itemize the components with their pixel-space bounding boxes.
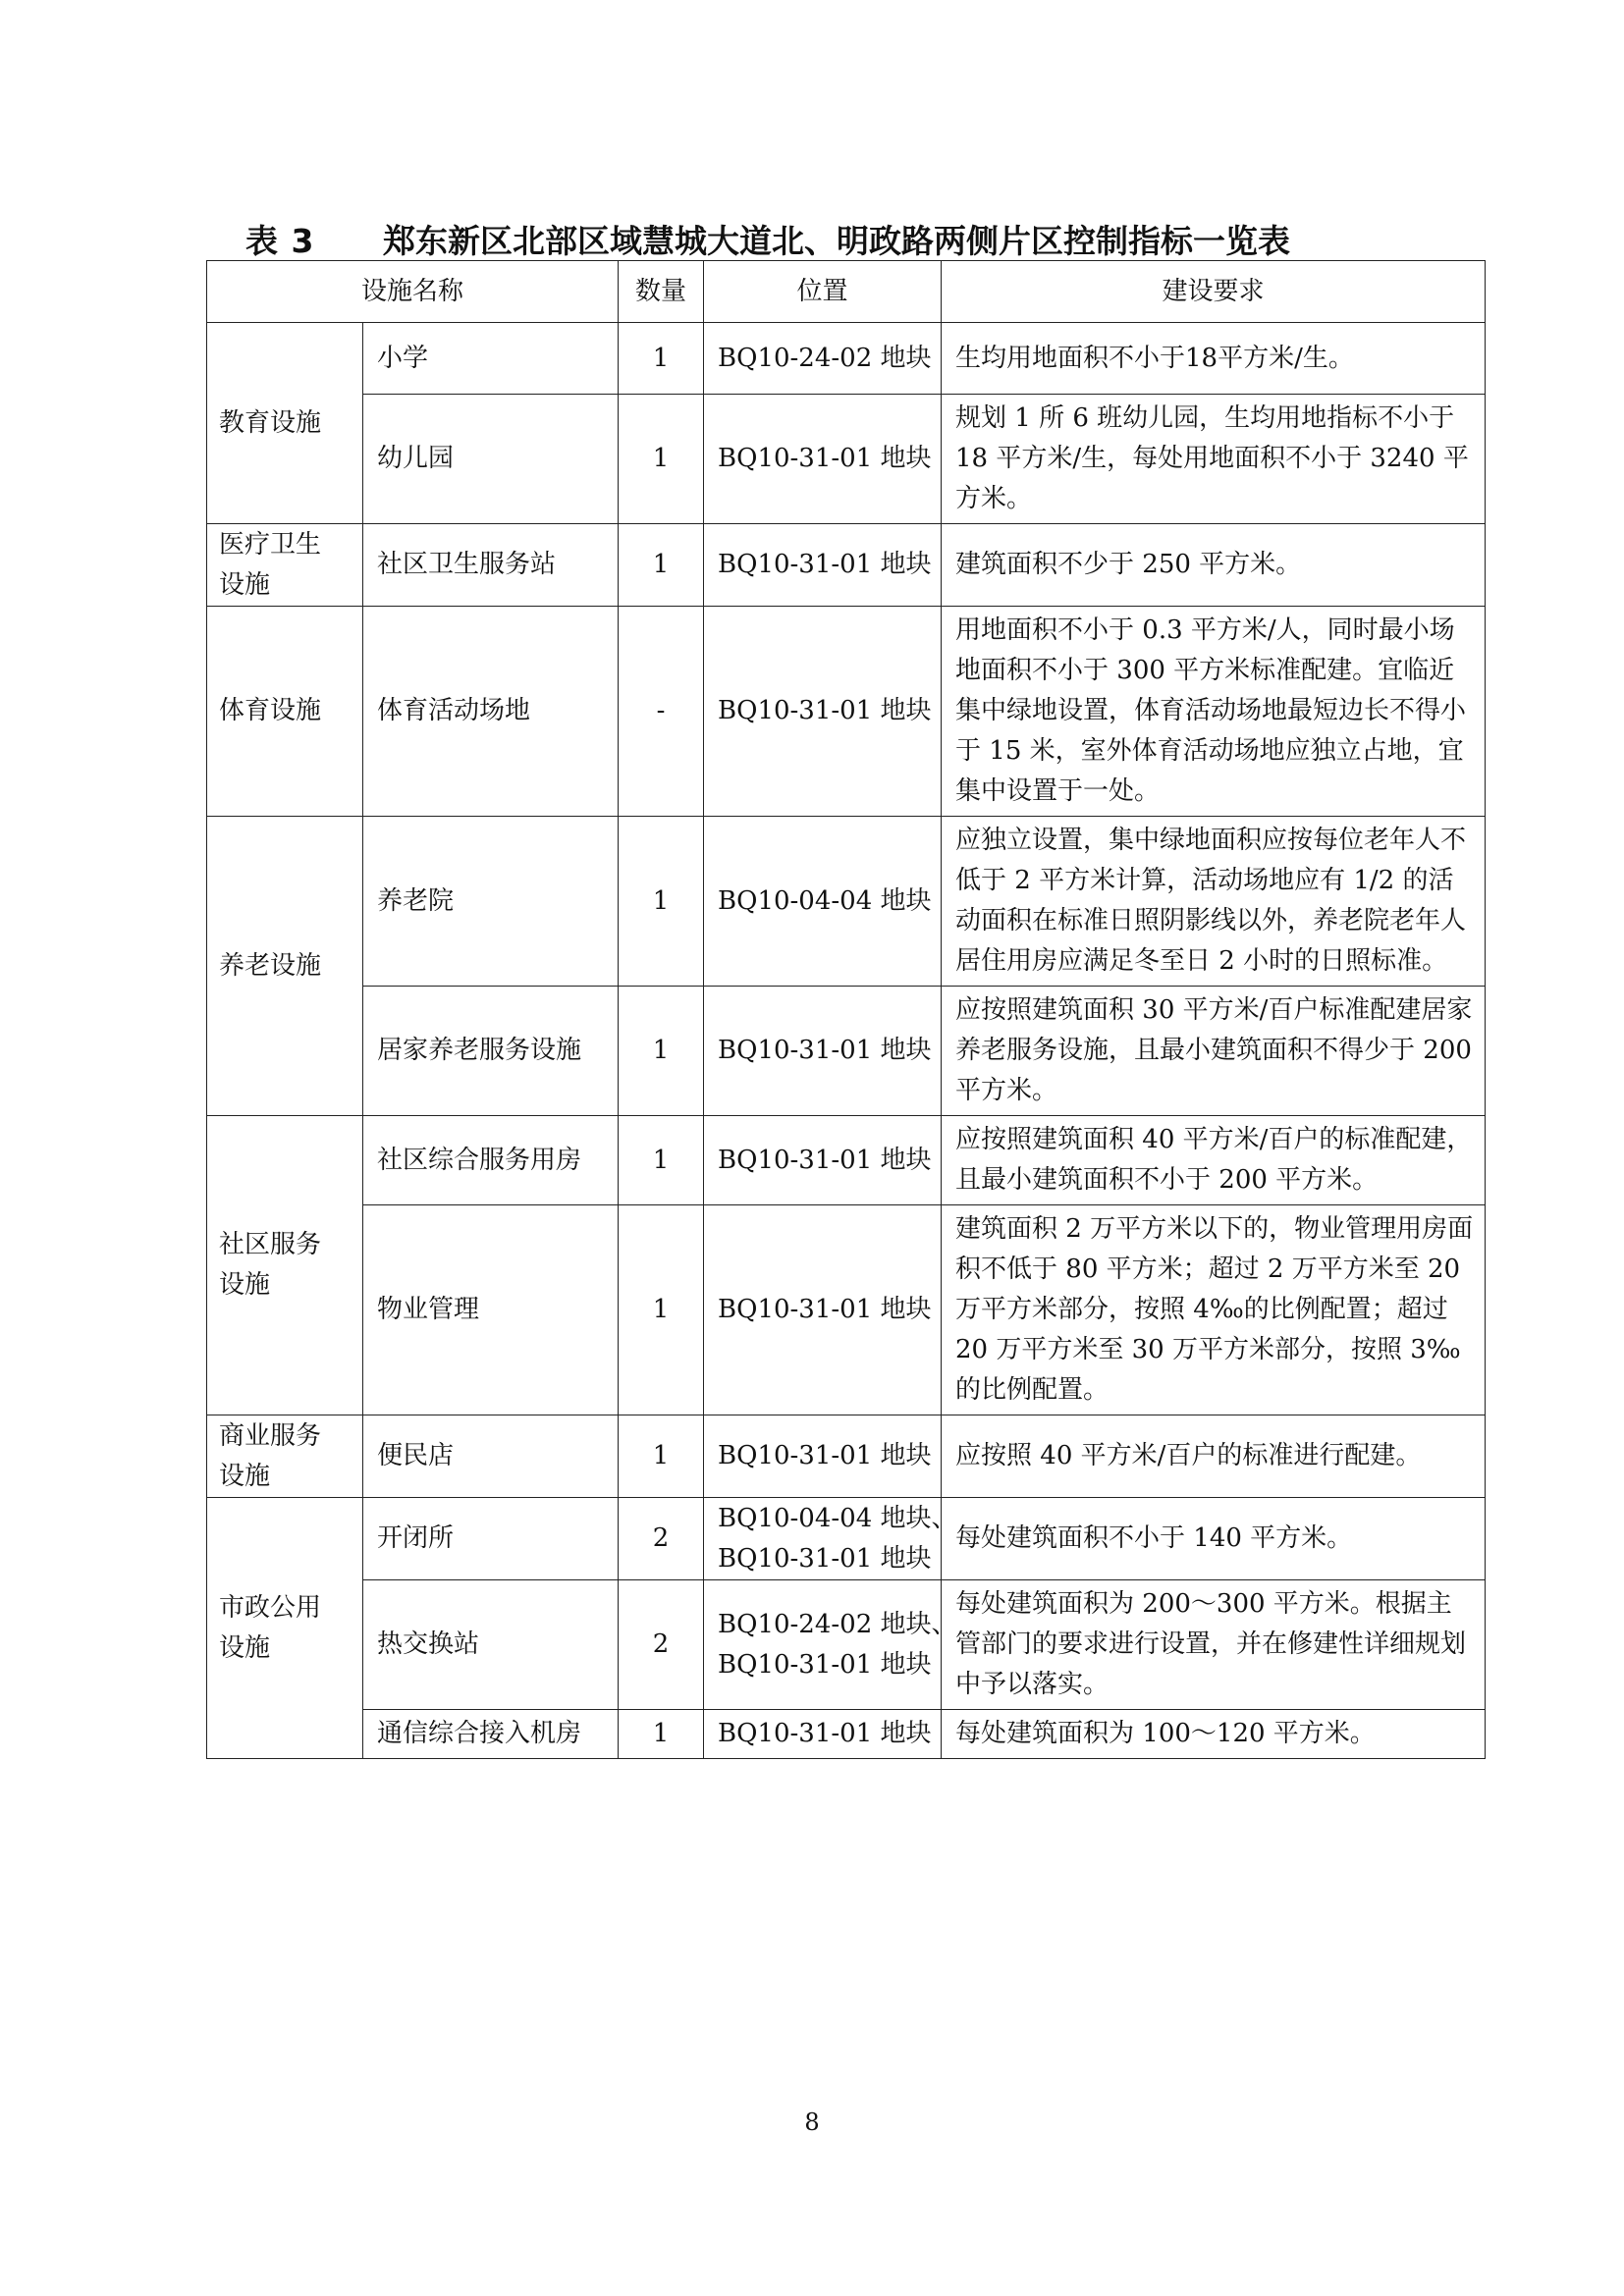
quantity-cell: 1	[619, 987, 704, 1116]
facility-name-cell: 开闭所	[363, 1498, 619, 1580]
location-label: BQ10-31-01 地块	[718, 1441, 932, 1470]
facility-name-cell: 热交换站	[363, 1580, 619, 1710]
category-label: 医疗卫生	[219, 529, 322, 560]
category-label: 市政公用	[219, 1592, 322, 1623]
requirement-cell: 每处建筑面积不小于 140 平方米。	[942, 1498, 1486, 1580]
category-label: 体育设施	[219, 696, 322, 725]
requirement-cell: 规划 1 所 6 班幼儿园，生均用地指标不小于 18 平方米/生，每处用地面积不小于 3240 平方米。	[942, 395, 1486, 524]
category-label: 设施	[219, 1632, 271, 1663]
table-row	[207, 323, 1486, 395]
table-row	[207, 1710, 1486, 1759]
header-requirements: 建设要求	[942, 261, 1486, 323]
requirement-cell: 建筑面积不少于 250 平方米。	[942, 524, 1486, 607]
requirement-cell: 生均用地面积不小于18平方米/生。	[942, 323, 1486, 395]
table-row	[207, 524, 1486, 607]
category-cell	[207, 817, 363, 1116]
table-title: 郑东新区北部区域慧城大道北、明政路两侧片区控制指标一览表	[383, 222, 1290, 260]
category-cell	[207, 1415, 363, 1498]
category-label: 养老设施	[219, 950, 322, 981]
requirement-cell: 应按照 40 平方米/百户的标准进行配建。	[942, 1415, 1486, 1498]
table-row	[207, 1498, 1486, 1580]
quantity-cell: 1	[619, 524, 704, 607]
quantity-cell: 1	[619, 817, 704, 987]
table-header-row	[207, 261, 1486, 323]
category-label: 设施	[219, 1270, 271, 1300]
table-caption	[245, 216, 1424, 261]
quantity-cell: 1	[619, 395, 704, 524]
location-label: BQ10-31-01 地块	[718, 444, 932, 473]
facility-name-cell: 社区卫生服务站	[363, 524, 619, 607]
quantity-cell: 1	[619, 1116, 704, 1205]
location-label: BQ10-31-01 地块	[718, 696, 932, 725]
facility-name-cell: 社区综合服务用房	[363, 1116, 619, 1205]
location-label: BQ10-31-01 地块	[718, 1719, 932, 1748]
requirement-cell: 应按照建筑面积 40 平方米/百户的标准配建，且最小建筑面积不小于 200 平方米。	[942, 1116, 1486, 1205]
location-cell	[704, 607, 942, 817]
location-cell	[704, 1710, 942, 1759]
location-cell	[704, 1116, 942, 1205]
facility-name-cell: 物业管理	[363, 1205, 619, 1415]
table-body	[207, 323, 1486, 1759]
page-number: 8	[804, 2109, 820, 2136]
location-label: BQ10-24-02 地块	[718, 343, 932, 373]
table-row	[207, 1580, 1486, 1710]
table-row	[207, 607, 1486, 817]
facility-name-cell: 体育活动场地	[363, 607, 619, 817]
location-label: BQ10-31-01 地块	[718, 1649, 932, 1680]
location-cell	[704, 1498, 957, 1580]
category-label: 商业服务	[219, 1420, 322, 1451]
table-row	[207, 1415, 1486, 1498]
header-facility-name: 设施名称	[207, 261, 619, 323]
category-cell	[207, 323, 363, 524]
location-label: BQ10-31-01 地块	[718, 1543, 932, 1574]
location-cell	[704, 524, 942, 607]
table-row	[207, 395, 1486, 524]
category-label: 设施	[219, 1461, 271, 1491]
table-row	[207, 817, 1486, 987]
location-cell	[704, 323, 942, 395]
location-cell	[704, 987, 942, 1116]
facility-name-cell: 养老院	[363, 817, 619, 987]
location-cell	[704, 1580, 957, 1710]
location-label: BQ10-31-01 地块	[718, 550, 932, 579]
facility-name-cell: 通信综合接入机房	[363, 1710, 619, 1759]
control-indicator-table	[206, 260, 1486, 1759]
quantity-cell: -	[619, 607, 704, 817]
table-row	[207, 1205, 1486, 1415]
quantity-cell: 1	[619, 323, 704, 395]
category-cell	[207, 607, 363, 817]
location-label: BQ10-24-02 地块、	[718, 1609, 957, 1639]
location-cell	[704, 395, 942, 524]
requirement-cell: 用地面积不小于 0.3 平方米/人，同时最小场地面积不小于 300 平方米标准配建。宜临近集中绿地设置，体育活动场地最短边长不得小于 15 米，室外体育活动场地应独立占地，宜集中设置于一处。	[942, 607, 1486, 817]
location-label: BQ10-31-01 地块	[718, 1036, 932, 1065]
quantity-cell: 2	[619, 1580, 704, 1710]
quantity-cell: 1	[619, 1710, 704, 1759]
category-cell	[207, 1116, 363, 1415]
requirement-cell: 每处建筑面积为 200～300 平方米。根据主管部门的要求进行设置，并在修建性详细规划中予以落实。	[942, 1580, 1486, 1710]
category-label: 教育设施	[219, 407, 322, 438]
quantity-cell: 2	[619, 1498, 704, 1580]
facility-name-cell: 小学	[363, 323, 619, 395]
quantity-cell: 1	[619, 1205, 704, 1415]
location-cell	[704, 1205, 942, 1415]
requirement-cell: 每处建筑面积为 100～120 平方米。	[942, 1710, 1486, 1759]
location-label: BQ10-31-01 地块	[718, 1295, 932, 1324]
location-cell	[704, 1415, 942, 1498]
table-row	[207, 1116, 1486, 1205]
location-cell	[704, 817, 942, 987]
requirement-cell: 应按照建筑面积 30 平方米/百户标准配建居家养老服务设施，且最小建筑面积不得少于 200 平方米。	[942, 987, 1486, 1116]
header-location: 位置	[704, 261, 942, 323]
category-cell	[207, 1498, 363, 1759]
header-quantity: 数量	[619, 261, 704, 323]
category-label: 社区服务	[219, 1230, 322, 1259]
requirement-cell: 建筑面积 2 万平方米以下的，物业管理用房面积不低于 80 平方米；超过 2 万平方米至 20 万平方米部分，按照 4‰的比例配置；超过 20 万平方米至 30 万平方米部分，按照 3‰的比例配置。	[942, 1205, 1486, 1415]
requirement-cell: 应独立设置，集中绿地面积应按每位老年人不低于 2 平方米计算，活动场地应有 1/2 的活动面积在标准日照阴影线以外，养老院老年人居住用房应满足冬至日 2 小时的日照标准。	[942, 817, 1486, 987]
location-label: BQ10-04-04 地块	[718, 885, 932, 916]
quantity-cell: 1	[619, 1415, 704, 1498]
location-label: BQ10-31-01 地块	[718, 1145, 932, 1175]
facility-name-cell: 幼儿园	[363, 395, 619, 524]
table-row	[207, 987, 1486, 1116]
category-label: 设施	[219, 569, 271, 600]
location-label: BQ10-04-04 地块、	[718, 1503, 957, 1533]
facility-name-cell: 居家养老服务设施	[363, 987, 619, 1116]
facility-name-cell: 便民店	[363, 1415, 619, 1498]
table-number: 表 3	[245, 222, 315, 260]
category-cell	[207, 524, 363, 607]
